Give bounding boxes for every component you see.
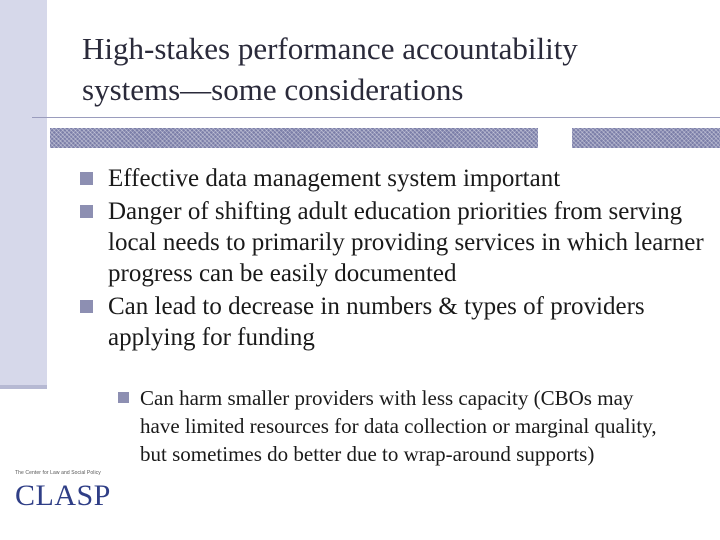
- sidebar-edge: [0, 385, 47, 389]
- sub-bullet-list: [118, 384, 678, 468]
- slide-title-line-2: systems—some considerations: [82, 72, 464, 107]
- logo-wordmark: CLASP: [15, 479, 111, 512]
- bullet-item: [80, 291, 710, 353]
- sub-bullet-text: Can harm smaller providers with less capacity (CBOs may have limited resources for data collection or marginal quality, but sometimes do better due to wrap-around supports): [140, 386, 657, 466]
- bullet-text: Effective data management system important: [108, 165, 561, 192]
- square-bullet-icon: [80, 205, 93, 218]
- bullet-text: Can lead to decrease in numbers & types of providers applying for funding: [108, 293, 645, 351]
- bullet-list: [80, 163, 710, 355]
- decorative-hatch-band-right: [572, 128, 720, 148]
- square-bullet-icon: [80, 172, 93, 185]
- title-divider: [32, 117, 720, 118]
- clasp-logo: [15, 470, 111, 525]
- slide-title-line-1: High-stakes performance accountability: [82, 31, 578, 66]
- square-bullet-icon: [118, 392, 129, 403]
- logo-tagline: The Center for Law and Social Policy: [15, 470, 101, 476]
- square-bullet-icon: [80, 300, 93, 313]
- bullet-item: [80, 163, 710, 194]
- bullet-item: [80, 196, 710, 289]
- sub-bullet-item: [118, 384, 678, 468]
- bullet-text: Danger of shifting adult education priorities from serving local needs to primarily providing services in which learner progress can be easily documented: [108, 198, 704, 287]
- decorative-hatch-band-left: [50, 128, 538, 148]
- slide-title: [82, 28, 702, 110]
- decorative-sidebar: [0, 0, 47, 385]
